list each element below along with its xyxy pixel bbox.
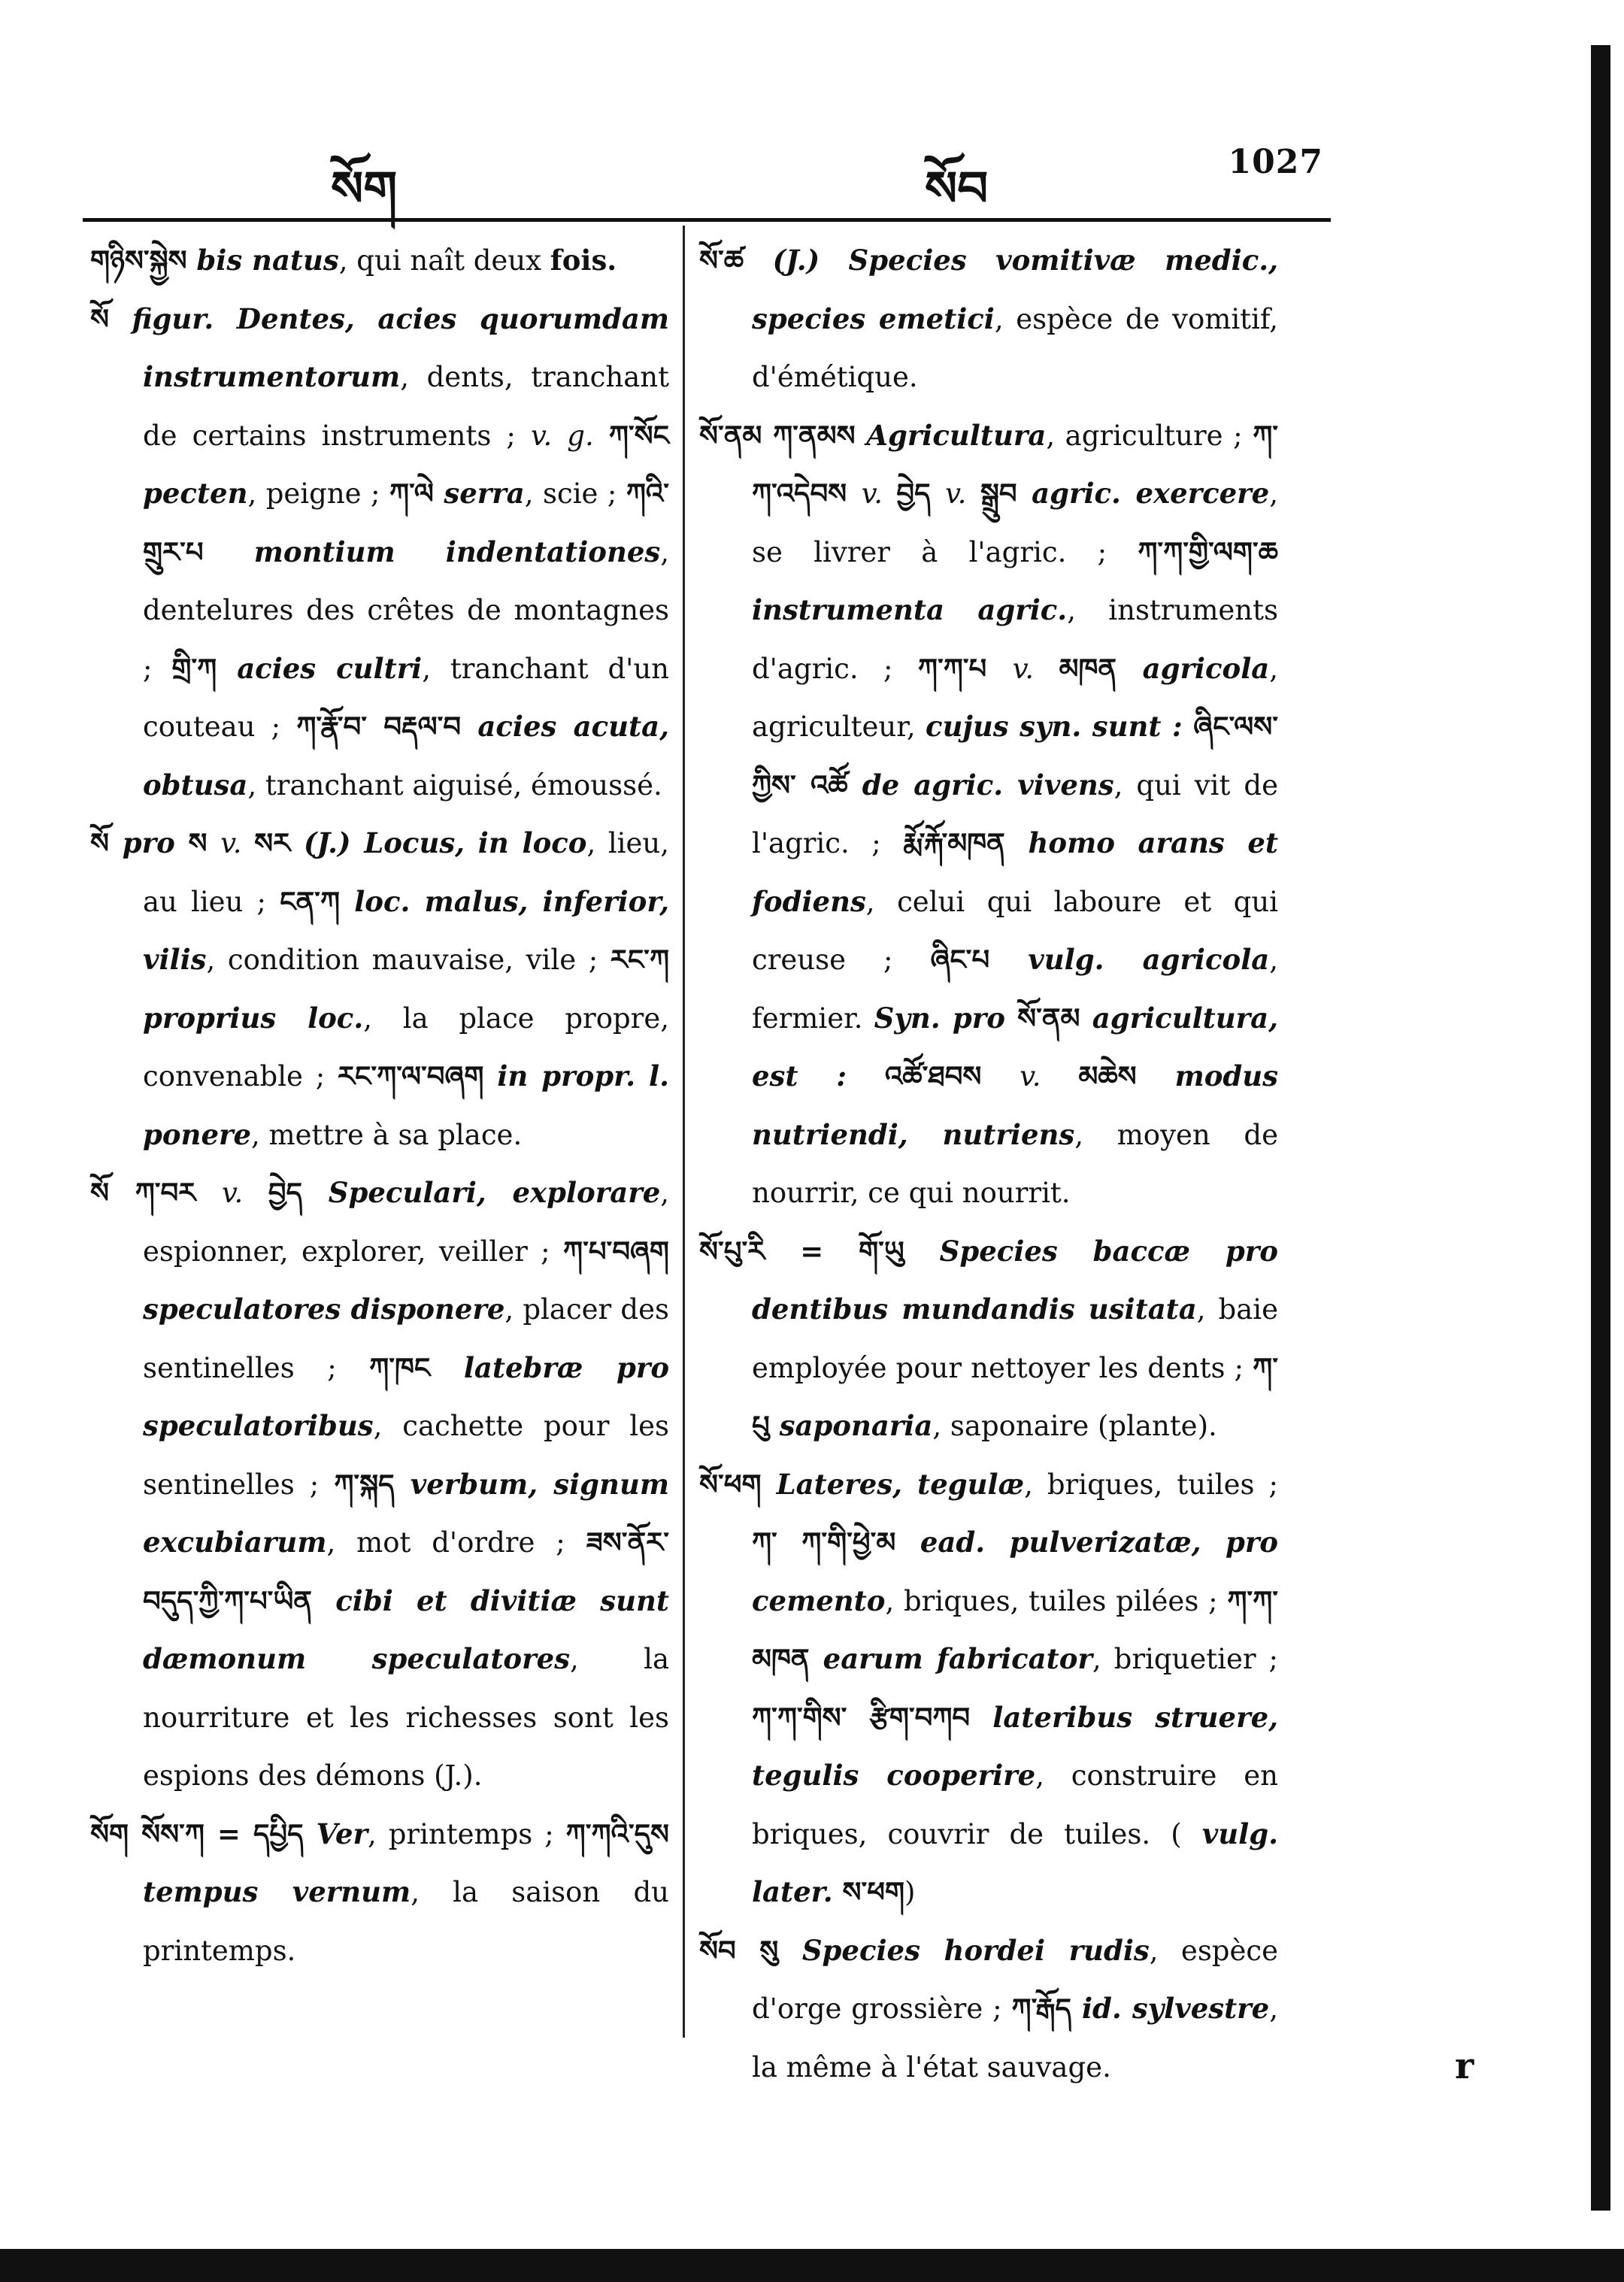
entry-text: , briques, tuiles pilées ; [885, 1584, 1228, 1617]
latin-gloss: pro [122, 826, 189, 859]
entry-text: , agriculteur, [752, 652, 1278, 743]
tibetan-term: སར [254, 826, 304, 859]
tibetan-term: ཀ་སྐད [334, 1467, 411, 1501]
entry-text: , tranchant aiguisé, émoussé. [247, 768, 662, 802]
entry-text: , printemps ; [368, 1817, 566, 1850]
latin-gloss: v. [861, 477, 897, 510]
entry-text: , qui naît deux [338, 244, 550, 277]
tibetan-term: ཀ་རྣོ་བ་ བརྡལ་བ [296, 710, 478, 743]
latin-gloss: v. [1012, 652, 1059, 685]
latin-gloss: (J.) Species vomitivæ medic., species emetici [752, 244, 1278, 335]
entry-text: , condition mauvaise, vile ; [206, 944, 611, 976]
tibetan-term: ཀ་ ཀ་གི་ཕྱེ་མ [752, 1526, 920, 1559]
tibetan-term: སོ་ནམ [1017, 1001, 1092, 1035]
tibetan-term: ཀ་ཀ་མཁན [752, 1583, 1278, 1675]
entry-text: , instruments d'agric. ; [752, 594, 1278, 685]
latin-gloss: serra [444, 477, 525, 510]
latin-gloss: ead. pulverizatæ, pro cemento [752, 1526, 1278, 1617]
latin-gloss: Agricultura [866, 418, 1047, 452]
headword-tibetan: སོ་ནམ [699, 418, 774, 452]
latin-gloss: Species baccæ pro dentibus mundandis usitata [752, 1234, 1278, 1326]
dictionary-entry [90, 1164, 669, 1805]
latin-gloss: acies cultri [237, 651, 423, 685]
latin-gloss: v. [220, 827, 255, 859]
tibetan-term: ཞིང་པ [930, 943, 1029, 976]
headword-tibetan: སོ་ཚ [699, 244, 773, 277]
headword-tibetan: སོ་ཕག [699, 1467, 777, 1501]
scan-bottom-bar [0, 2249, 1624, 2282]
tibetan-term: ས [188, 826, 221, 859]
latin-gloss: Ver [316, 1817, 368, 1850]
headword-tibetan: སོབ [699, 1933, 760, 1967]
latin-gloss: v. g. [530, 419, 609, 452]
tibetan-term: ཀ་ཁང [369, 1350, 464, 1384]
entry-text: , espèce d'orge grossière ; [752, 1934, 1279, 2025]
entry-text: , la place propre, convenable ; [143, 1002, 669, 1093]
tibetan-term: ཀ་པུ [752, 1350, 1278, 1442]
running-headword-left: སོག [331, 161, 398, 217]
tibetan-term: སོས་ཀ = དཔྱིད [141, 1817, 317, 1850]
page-header [83, 120, 1323, 217]
right-column [699, 232, 1278, 2096]
tibetan-term: ཀ་ནམས [773, 418, 867, 452]
tibetan-term: ཀ་ཀ་གྱི་ལག་ཆ [1138, 535, 1278, 568]
latin-gloss: proprius loc. [143, 1001, 364, 1035]
tibetan-term: ཀ་ཀ་པ [917, 651, 1013, 685]
latin-gloss: Lateres, tegulæ [776, 1467, 1025, 1501]
latin-gloss: agricola [1142, 651, 1270, 685]
headword-tibetan: སོག [90, 1817, 142, 1850]
entry-text: , saponaire (plante). [932, 1410, 1217, 1442]
tibetan-term: མཆེས [1078, 1059, 1175, 1093]
latin-gloss: lateribus struere, tegulis cooperire [752, 1700, 1279, 1792]
running-headword-center: སོབ [925, 161, 989, 217]
latin-gloss: cujus syn. sunt : [926, 710, 1194, 743]
dictionary-entry [90, 814, 669, 1164]
tibetan-term: སྒྲུབ [980, 477, 1032, 510]
entry-text: , mot d'ordre ; [326, 1526, 586, 1559]
latin-gloss: in propr. l. ponere [143, 1059, 669, 1151]
entry-text: , espèce de vomitif, d'émétique. [752, 302, 1278, 393]
latin-gloss: agric. exercere [1032, 477, 1270, 510]
dictionary-entry [90, 1805, 669, 1980]
tibetan-term: ཀ་བར [135, 1176, 223, 1209]
latin-gloss: latebræ pro speculatoribus [143, 1350, 669, 1442]
headword-tibetan: སོ [90, 826, 123, 859]
latin-gloss: id. sylvestre [1082, 1992, 1270, 2025]
latin-gloss: v. [945, 477, 980, 510]
entry-text: , qui vit de l'agric. ; [752, 768, 1278, 859]
tibetan-term: མཁན [1059, 651, 1143, 685]
entry-text: , dentelures des crêtes de montagnes ; [143, 535, 669, 685]
latin-gloss: Speculari, explorare [328, 1176, 661, 1209]
entry-text: , construire en briques, couvrir de tuiles. ( [752, 1759, 1278, 1850]
dictionary-entry [699, 232, 1278, 407]
latin-gloss: bis natus [196, 244, 339, 277]
latin-gloss: Syn. pro [874, 1001, 1018, 1035]
header-rule [83, 218, 1331, 222]
tibetan-term: ཀ་ཀ་གིས་ རྩིག་བཀབ [752, 1700, 993, 1734]
dictionary-entry [90, 290, 669, 815]
entry-text: , espionner, explorer, veiller ; [143, 1177, 669, 1268]
entry-text: , tranchant d'un couteau ; [143, 652, 670, 743]
entry-text: ) [904, 1876, 916, 1908]
entry-text: , fermier. [752, 944, 1278, 1035]
entry-text: , cachette pour les sentinelles ; [143, 1410, 669, 1501]
tibetan-term: སུ [759, 1933, 802, 1967]
latin-gloss: speculatores disponere [143, 1293, 505, 1326]
tibetan-term: བྱེད [896, 477, 946, 510]
dictionary-entry [699, 1922, 1278, 2097]
dictionary-entry [90, 232, 669, 290]
entry-text: , agriculture ; [1046, 419, 1253, 452]
tibetan-term: འཚོ་ཐབས [884, 1059, 1020, 1093]
page-number: 1027 [1228, 143, 1323, 181]
dictionary-entry [699, 1223, 1278, 1456]
tibetan-term: གྲི་ཀ [171, 651, 238, 685]
latin-gloss: acies acuta, obtusa [143, 710, 669, 802]
entry-text: , se livrer à l'agric. ; [752, 477, 1278, 568]
headword-tibetan: གཉིས་སྐྱེས [90, 244, 197, 277]
dictionary-entry [699, 1456, 1278, 1922]
latin-gloss: v. [1020, 1060, 1079, 1093]
tibetan-term: ཀའི་གྲུར་པ [143, 477, 670, 568]
tibetan-term: ཞིང་ལས་ཀྱིས་ འཚོ [752, 710, 1278, 802]
entry-text-bold: fois. [550, 244, 617, 277]
entry-text: , celui qui laboure et qui creuse ; [752, 885, 1278, 976]
latin-gloss: (J.) Locus, in loco [303, 826, 587, 859]
entry-text: , la saison du printemps. [143, 1876, 669, 1967]
entry-text: , lieu, au lieu ; [143, 827, 669, 918]
latin-gloss: vulg. later. [752, 1817, 1278, 1908]
entry-text: , mettre à sa place. [251, 1118, 523, 1151]
tibetan-term: བྱེད [268, 1176, 329, 1209]
latin-gloss: modus nutriendi, nutriens [752, 1059, 1278, 1151]
tibetan-term: རང་ཀ་ལ་བཞག [338, 1059, 498, 1093]
tibetan-term: རྨོ་རྐོ་མཁན [903, 826, 1029, 859]
latin-gloss: homo arans et fodiens [752, 826, 1278, 918]
entry-text: , briques, tuiles ; [1024, 1468, 1278, 1501]
latin-gloss: pecten [143, 477, 248, 510]
latin-gloss: verbum, signum excubiarum [143, 1467, 669, 1559]
column-divider [683, 226, 685, 2038]
latin-gloss: loc. malus, inferior, vilis [143, 884, 670, 976]
entry-text: , dents, tranchant de certains instruments ; [143, 361, 669, 452]
tibetan-term: ངན་ཀ [280, 884, 355, 918]
tibetan-term: ཀ་སོང [608, 418, 669, 452]
scan-edge-bar [1591, 45, 1610, 2211]
latin-gloss: v. [222, 1177, 268, 1209]
entry-text: , briquetier ; [1092, 1643, 1278, 1675]
tibetan-term: ས་ཕག [842, 1875, 905, 1908]
headword-tibetan: སོ [90, 1176, 135, 1209]
entry-text: , placer des sentinelles ; [143, 1293, 669, 1384]
latin-gloss: saponaria [779, 1409, 933, 1442]
tibetan-term: ཀ་པ་བཞག [563, 1234, 669, 1268]
latin-gloss: de agric. vivens [862, 768, 1114, 802]
latin-gloss: montium indentationes [253, 535, 661, 568]
entry-text: , moyen de nourrir, ce qui nourrit. [752, 1118, 1279, 1209]
latin-gloss: figur. Dentes, acies quorumdam instrumentorum [132, 302, 669, 393]
tibetan-term: ཀ་ཀ་འདེབས [752, 418, 1279, 510]
entry-text: , baie employée pour nettoyer les dents ; [752, 1293, 1278, 1384]
entry-text: , la même à l'état sauvage. [752, 1993, 1278, 2083]
tibetan-term: ཀ་ཀའི་དུས [565, 1817, 669, 1850]
tibetan-term: རང་ཀ [610, 943, 669, 976]
tibetan-term: ཟས་ནོར་བདུད་ཀྱི་ཀ་པ་ཡིན [143, 1526, 669, 1617]
left-column [90, 232, 669, 1980]
dictionary-entry [699, 407, 1278, 1223]
latin-gloss: tempus vernum [143, 1875, 411, 1908]
tibetan-term: ཀ་རྒོད [1011, 1992, 1082, 2025]
entry-text: , scie ; [524, 477, 626, 510]
headword-tibetan: སོ [90, 302, 132, 335]
latin-gloss: Species hordei rudis [801, 1933, 1150, 1967]
latin-gloss: earum fabricator [823, 1642, 1092, 1675]
entry-text: , peigne ; [247, 477, 389, 510]
latin-gloss: cibi et divitiæ sunt dæmonum speculatores [143, 1583, 670, 1675]
tibetan-term: ཀ་ལེ [389, 477, 444, 510]
latin-gloss: agricultura, est : [752, 1001, 1278, 1093]
headword-tibetan: སོ་པུ་རི = གོ་ཡུ [699, 1234, 940, 1268]
latin-gloss: instrumenta agric. [752, 593, 1068, 626]
signature-mark: r [1455, 2045, 1474, 2087]
latin-gloss: vulg. agricola [1028, 943, 1270, 976]
entry-text: , la nourriture et les richesses sont les espions des démons (J.). [143, 1643, 670, 1792]
